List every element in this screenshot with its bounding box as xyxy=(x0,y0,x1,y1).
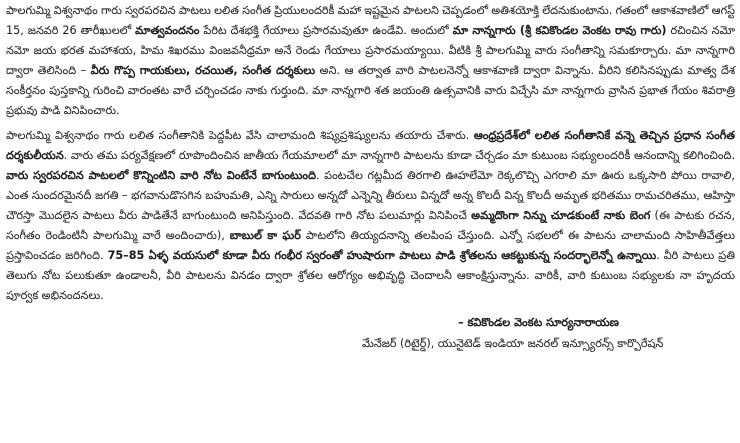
paragraph-text: (ఈ పాటకు రచన, సంగీతం రెండింటినీ పాలగుమ్మి వారే అందించారు), xyxy=(6,208,735,243)
paragraph-text: . పంటచేల గట్లమీద తిరగాలి ఊహలేమో రెక్కలొచ్చి ఎగరాలి మా ఊరు ఒక్కసారి పోయి రావాలి, ఎంత సుందరమైనదీ జగతి – భగవానుడొసగిన బహుమతి, ఎన్ని సారులు అన్నదో ఎన్నెన్ని తీరులు విన్నదో అన్న కొలదీ విన్న కొలదీ అమృత భరితము రామచరితము, ఆహిస్తా చౌరస్తా మొదలైన పాటలు వీరు పాడితేనే బాగుంటుంది అనిపిస్తుంది. వేదవతి గారి నోట పలుమార్లు వినిపించే xyxy=(6,168,735,222)
paragraph-text: . వారు తమ పర్యవేక్షణలో రూపొందించిన జాతీయ గేయమాలలో మా నాన్నగారి పాటలను కూడా చేర్చడం మా కుటుంబ సభ్యులందరికీ ఆనందాన్ని కలిగించింది. xyxy=(63,148,735,162)
author-designation: మేనేజర్ (రిటైర్డ్), యునైటెడ్ ఇండియా జనరల్ ఇన్స్యూరన్స్ కార్పొరేషన్ xyxy=(362,337,664,351)
emphasized-text: 75–85 ఏళ్ళ వయసులో కూడా వీరు గంభీర స్వరంతో హుషారుగా పాటలు పాడి శ్రోతలను ఆకట్టుకున్న సందర్భాలెన్నో ఉన్నాయి xyxy=(107,249,657,263)
signature-block xyxy=(6,312,735,354)
emphasized-text: అమ్మదొంగా నిన్ను చూడకుంటే నాకు బెంగ xyxy=(471,208,651,222)
paragraph-text: పాటలోని తియ్యదనాన్ని తలపింప చేస్తుంది. ఎన్నో సభలలో ఈ పాటను చాలామంది సాహితీవేత్తలు ప్రస్తావించడం జరిగింది. xyxy=(6,229,735,263)
paragraph-text: రచించిన నమో నమో జయ భరత మహాశయ, హిమ శిఖరము వింజవనీధ్రమా అనే రెండు గేయాలు ప్రసారమయ్యాయి. వీటికి శ్రీ పాలగుమ్మి వారు సంగీతాన్ని సమకూర్చారు. మా నాన్నగారి ద్వారా తెలిసింది – xyxy=(6,24,736,78)
paragraph-text: . వీరి పాటలు ప్రతి తెలుగు నోట పలుకుతూ ఉండాలనీ, వీరి పాటలను వినడం ద్వారా శ్రోతల ఆరోగ్యం అభివృద్ధి చెందాలనీ ఆకాంక్షిస్తున్నాను. వారికీ, వారి కుటుంబ సభ్యులకు నా హృదయ పూర్వక అభినందనలు. xyxy=(6,249,736,303)
paragraph-2 xyxy=(6,126,735,307)
emphasized-text: మా నాన్నగారు (శ్రీ కవికొండల వెంకట రావు గారు) xyxy=(452,24,667,38)
paragraph-1 xyxy=(6,1,735,122)
emphasized-text: బాబుల్ కా ఘర్ xyxy=(229,229,301,243)
emphasized-text: వీరు గొప్ప గాయకులు, రచయిత, సంగీత దర్శకులు xyxy=(90,64,316,78)
paragraph-text: పాలగుమ్మి విశ్వనాథం గారు లలిత సంగీతానికి పెద్దపీట వేసి చాలామంది శిష్యప్రశిష్యులను తయారు చేశారు. xyxy=(6,128,474,142)
emphasized-text: వారు స్వరపరచిన పాటలలో కొన్నింటిని వారి నోట వింటేనే బాగుంటుంది xyxy=(6,168,316,182)
emphasized-text: ఆంధ్రప్రదేశ్‌లో లలిత సంగీతానికే వన్నె తెచ్చిన ప్రధాన సంగీత దర్శకులీయన xyxy=(6,128,735,162)
author-name: – కవికొండల వెంకట సూర్యనారాయణ xyxy=(458,316,619,330)
paragraph-text: అని. ఆ తర్వాత వారి పాటలనెన్నో ఆకాశవాణి ద్వారా విన్నాను. వీరిని కలిసినప్పుడు మాత్వ దేశ సంకీర్తనం పుస్తకాన్ని గురించి వారంతట వారే చర్చించడం నాకు గుర్తుంది. మా నాన్నగారి శత జయంతి ఉత్సవానికి వారు విచ్చేసి మా నాన్నగారు వ్రాసిన ప్రభాత గేయం శివరాత్రి ప్రభువు పాడి వినిపించారు. xyxy=(6,64,735,118)
paragraph-text: పాలగుమ్మి విశ్వనాథం గారు స్వరపరచిన పాటలు లలిత సంగీత ప్రియులందరికీ మహా ఇష్టమైన పాటలని చెప్పడంలో అతిశయోక్తి లేదనుకుంటాను. గతంలో ఆకాశవాణిలో ఆగస్ట్ 15, జనవరి 26 తారీఖులలో xyxy=(6,4,735,38)
paragraph-text: పేరిట దేశభక్తి గేయాలు ప్రసారమవుతూ ఉండేవి. అందులో xyxy=(199,24,453,38)
emphasized-text: మాత్వవందనం xyxy=(135,24,200,38)
